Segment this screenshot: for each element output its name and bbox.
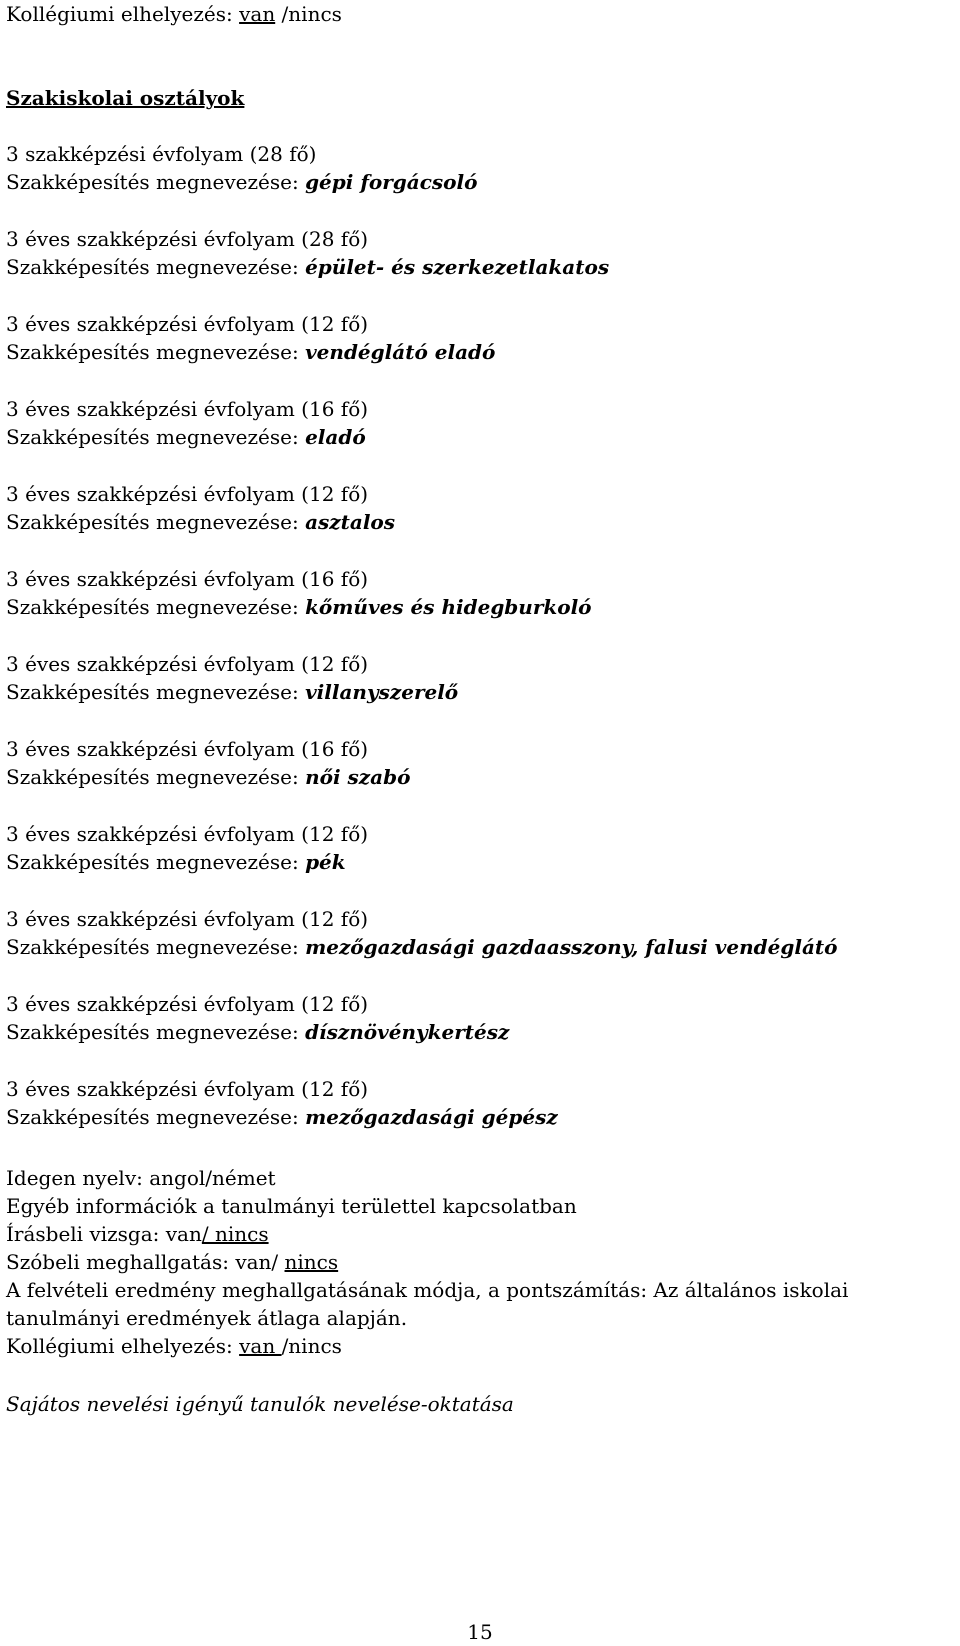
qualification-name: női szabó: [305, 765, 411, 789]
qualification-name: kőműves és hidegburkoló: [305, 595, 592, 619]
written-exam-label: Írásbeli vizsga: van: [6, 1222, 202, 1246]
written-exam-line: [6, 1220, 269, 1248]
class-year: 3 éves szakképzési évfolyam (16 fő): [6, 567, 369, 591]
qualification-label: Szakképesítés megnevezése:: [6, 1020, 299, 1044]
qualification-name: gépi forgácsoló: [305, 170, 478, 194]
qualification-name: vendéglátó eladó: [305, 340, 496, 364]
language-line: Idegen nyelv: angol/német: [6, 1166, 276, 1190]
class-year: 3 éves szakképzési évfolyam (16 fő): [6, 737, 369, 761]
method-paragraph: A felvételi eredmény meghallgatásának módja, a pontszámítás: Az általános iskolai tanulmányi eredmények átlaga alapján.: [6, 1278, 849, 1330]
qualification-name: mezőgazdasági gépész: [305, 1105, 558, 1129]
class-year: 3 éves szakképzési évfolyam (12 fő): [6, 992, 369, 1016]
dorm-van: van: [239, 2, 276, 26]
dorm-line-bottom: [6, 1332, 342, 1360]
class-year: 3 éves szakképzési évfolyam (12 fő): [6, 312, 369, 336]
class-year: 3 éves szakképzési évfolyam (12 fő): [6, 907, 369, 931]
dorm-label: Kollégiumi elhelyezés:: [6, 2, 233, 26]
qualification-name: mezőgazdasági gazdaasszony, falusi vendéglátó: [305, 935, 838, 959]
special-heading: Sajátos nevelési igényű tanulók nevelése-oktatása: [6, 1392, 514, 1416]
class-year: 3 éves szakképzési évfolyam (16 fő): [6, 397, 369, 421]
qualification-line: [6, 423, 366, 451]
qualification-line: [6, 1018, 509, 1046]
qualification-label: Szakképesítés megnevezése:: [6, 595, 299, 619]
qualification-name: épület- és szerkezetlakatos: [305, 255, 610, 279]
qualification-label: Szakképesítés megnevezése:: [6, 935, 299, 959]
qualification-name: dísznövénykertész: [305, 1020, 510, 1044]
page-number: 15: [467, 1620, 493, 1644]
qualification-label: Szakképesítés megnevezése:: [6, 510, 299, 534]
qualification-name: asztalos: [305, 510, 396, 534]
qualification-line: [6, 1103, 558, 1131]
oral-line: [6, 1248, 338, 1276]
written-exam-option: / nincs: [201, 1222, 269, 1246]
qualification-label: Szakképesítés megnevezése:: [6, 680, 299, 704]
dorm-van-bottom: van: [239, 1334, 282, 1358]
qualification-name: pék: [305, 850, 346, 874]
qualification-line: [6, 848, 346, 876]
class-year: 3 éves szakképzési évfolyam (12 fő): [6, 1077, 369, 1101]
qualification-label: Szakképesítés megnevezése:: [6, 340, 299, 364]
dorm-rest: /nincs: [275, 2, 342, 26]
qualification-line: [6, 678, 458, 706]
qualification-label: Szakképesítés megnevezése:: [6, 850, 299, 874]
dorm-rest-bottom: /nincs: [281, 1334, 342, 1358]
qualification-label: Szakképesítés megnevezése:: [6, 1105, 299, 1129]
qualification-line: [6, 933, 837, 961]
qualification-label: Szakképesítés megnevezése:: [6, 425, 299, 449]
class-year: 3 éves szakképzési évfolyam (12 fő): [6, 822, 369, 846]
oral-label: Szóbeli meghallgatás: van/: [6, 1250, 285, 1274]
class-year: 3 éves szakképzési évfolyam (12 fő): [6, 652, 369, 676]
qualification-name: villanyszerelő: [305, 680, 459, 704]
other-info-line: Egyéb információk a tanulmányi területtel kapcsolatban: [6, 1194, 577, 1218]
qualification-line: [6, 763, 410, 791]
section-title: Szakiskolai osztályok: [6, 86, 245, 110]
class-year: 3 éves szakképzési évfolyam (12 fő): [6, 482, 369, 506]
class-year: 3 éves szakképzési évfolyam (28 fő): [6, 227, 369, 251]
qualification-label: Szakképesítés megnevezése:: [6, 255, 299, 279]
qualification-name: eladó: [305, 425, 366, 449]
qualification-line: [6, 253, 609, 281]
qualification-line: [6, 593, 592, 621]
class-year: 3 szakképzési évfolyam (28 fő): [6, 142, 317, 166]
qualification-line: [6, 338, 495, 366]
dorm-line-top: [6, 0, 342, 28]
dorm-label-bottom: Kollégiumi elhelyezés:: [6, 1334, 240, 1358]
qualification-label: Szakképesítés megnevezése:: [6, 170, 299, 194]
qualification-line: [6, 508, 395, 536]
qualification-line: [6, 168, 477, 196]
qualification-label: Szakképesítés megnevezése:: [6, 765, 299, 789]
oral-option: nincs: [284, 1250, 339, 1274]
